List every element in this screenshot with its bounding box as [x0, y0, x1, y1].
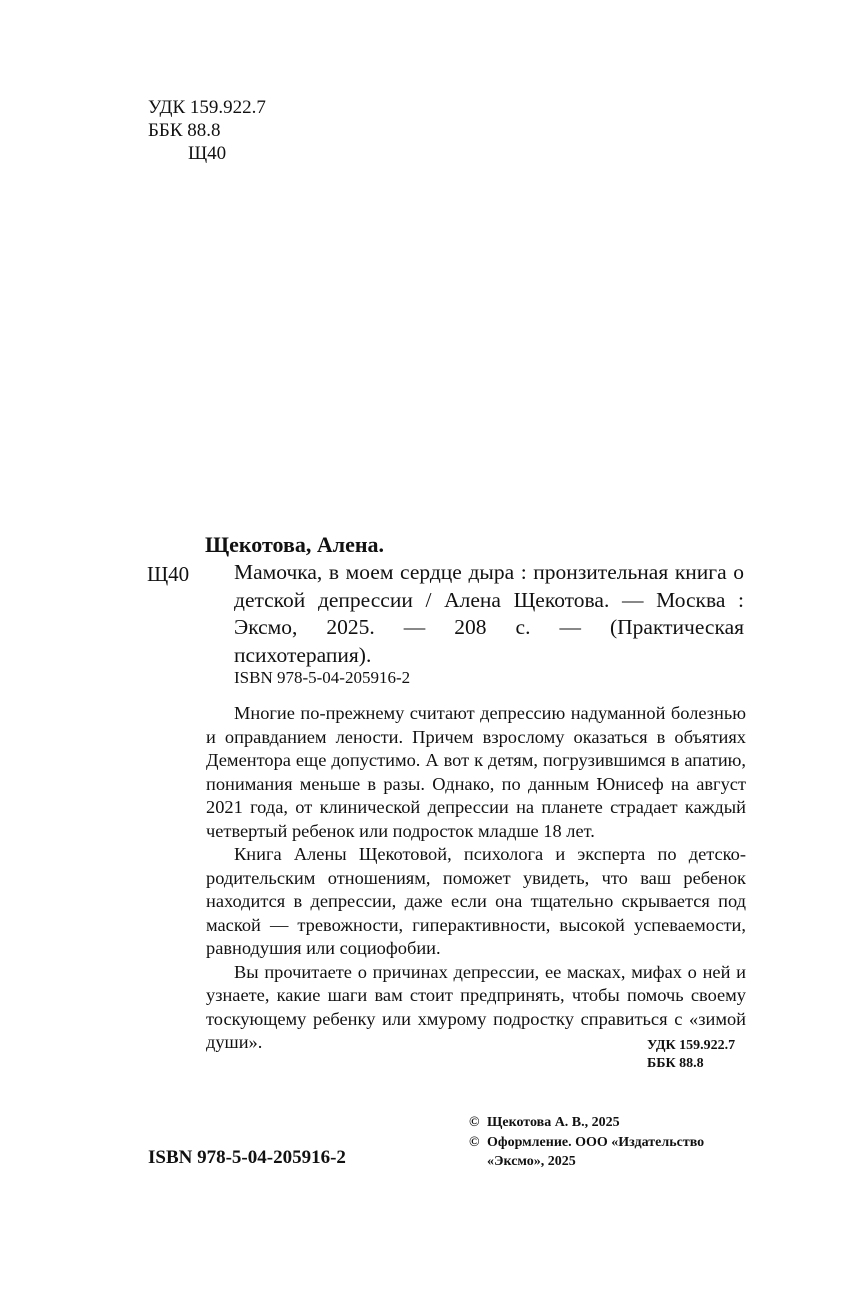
bibliographic-text: Мамочка, в моем сердце дыра : пронзительная книга о детской депрессии / Алена Щекотова. — Москва : Эксмо, 2025. — 208 с. — (Практическая психотерапия). [234, 560, 744, 667]
isbn-bottom: ISBN 978-5-04-205916-2 [148, 1147, 346, 1168]
annotation-paragraph-1: Многие по-прежнему считают депрессию надуманной болезнью и оправданием лености. Причем взрослому оказаться в объятиях Дементора еще допустимо. А вот к детям, погрузившимся в апатию, понимания меньше в разы. Однако, по данным Юнисеф на август 2021 года, от клинической депрессии на планете страдает каждый четвертый ребенок или подросток младше 18 лет. [206, 703, 746, 841]
annotation-paragraph-3: Вы прочитаете о причинах депрессии, ее масках, мифах о ней и узнаете, какие шаги вам стоит предпринять, чтобы помочь своему тоскующему ребенку или хмурому подростку справиться с «зимой души». [206, 961, 746, 1052]
isbn-line: ISBN 978-5-04-205916-2 [234, 668, 411, 687]
copyright-author: Щекотова А. В., 2025 [487, 1115, 620, 1130]
bbk-code-top: ББК 88.8 [148, 120, 221, 141]
author-mark-top: Щ40 [188, 143, 227, 164]
annotation [206, 702, 746, 1055]
copyright-author-line [469, 1113, 749, 1133]
udk-code-top: УДК 159.922.7 [148, 97, 266, 118]
udk-code-bottom: УДК 159.922.7 [647, 1038, 736, 1053]
bbk-code-bottom: ББК 88.8 [647, 1056, 704, 1071]
copyright-design-continuation: «Эксмо», 2025 [487, 1154, 576, 1169]
author-heading: Щекотова, Алена. [205, 532, 385, 557]
copyright-symbol: © [469, 1115, 480, 1130]
copyright-block [469, 1113, 749, 1172]
copyright-design-text: Оформление. ООО «Издательство [487, 1134, 705, 1150]
author-mark-side: Щ40 [147, 562, 190, 586]
bottom-classification-block [647, 1037, 735, 1073]
copyright-symbol: © [469, 1134, 480, 1150]
bibliographic-description [234, 559, 744, 669]
annotation-paragraph-2: Книга Алены Щекотовой, психолога и эксперта по детско-родительским отношениям, поможет увидеть, что ваш ребенок находится в депрессии, даже если она тщательно скрывается под маской — тревожности, гиперактивности, высокой успеваемости, равнодушия или социофобии. [206, 844, 746, 958]
top-classification-block [148, 96, 266, 165]
copyright-design-line [469, 1133, 749, 1153]
